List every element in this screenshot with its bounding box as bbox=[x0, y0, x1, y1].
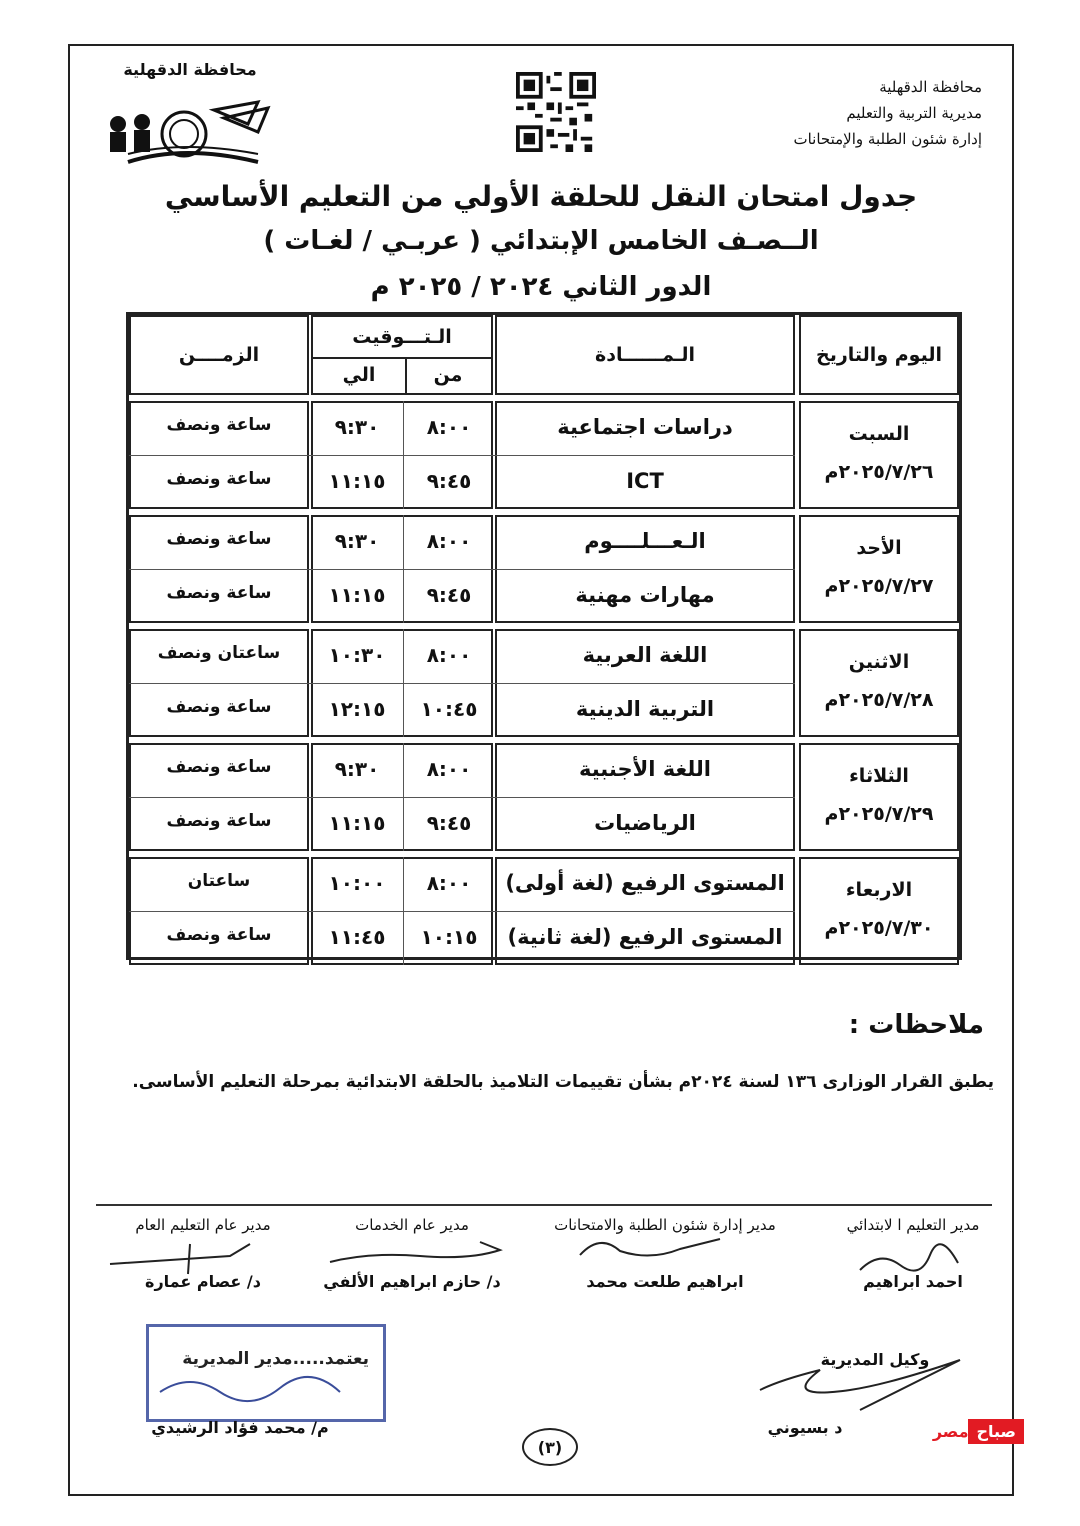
deputy-role: وكيل المديرية bbox=[820, 1350, 930, 1369]
subject-name: المستوى الرفيع (لغة ثانية) bbox=[507, 925, 783, 949]
start-time: ٨:٠٠ bbox=[426, 643, 472, 667]
authority-line: مديرية التربية والتعليم bbox=[846, 104, 982, 122]
logo-caption: محافظة الدقهلية bbox=[123, 60, 257, 79]
subject-name: الـعـــلــــوم bbox=[584, 529, 706, 553]
subject-name: اللغة العربية bbox=[582, 643, 708, 667]
end-time: ١٢:١٥ bbox=[328, 697, 386, 721]
end-time: ١١:١٥ bbox=[328, 583, 386, 607]
stamp-text: يعتمد.....مدير المديرية bbox=[182, 1349, 369, 1369]
exam-date: ٢٠٢٥/٧/٢٦م bbox=[824, 461, 934, 483]
approval-stamp bbox=[146, 1324, 386, 1422]
start-time: ٨:٠٠ bbox=[426, 757, 472, 781]
start-time: ٩:٤٥ bbox=[426, 811, 472, 835]
exam-duration: ساعتان bbox=[187, 871, 251, 891]
exam-duration: ساعتان ونصف bbox=[157, 643, 281, 663]
end-time: ١٠:٣٠ bbox=[328, 643, 386, 667]
header-to: الي bbox=[342, 364, 376, 386]
exam-date: ٢٠٢٥/٧/٣٠م bbox=[824, 917, 934, 939]
brand-label: صباح bbox=[968, 1419, 1024, 1444]
signature-role: مدير عام التعليم العام bbox=[135, 1216, 271, 1234]
exam-duration: ساعة ونصف bbox=[166, 697, 272, 717]
header-duration: الزمــــن bbox=[129, 315, 309, 395]
header-timing-label: الـتـــوقيت bbox=[352, 326, 452, 348]
exam-duration: ساعة ونصف bbox=[166, 757, 272, 777]
signature-name: ابراهيم طلعت محمد bbox=[586, 1272, 744, 1291]
start-time: ١٠:٤٥ bbox=[420, 697, 478, 721]
brand-text: مصر bbox=[932, 1421, 969, 1441]
exam-date: ٢٠٢٥/٧/٢٨م bbox=[824, 689, 934, 711]
end-time: ١١:١٥ bbox=[328, 811, 386, 835]
header-subject: الـمــــــادة bbox=[495, 315, 795, 395]
start-time: ١٠:١٥ bbox=[420, 925, 478, 949]
subject-name: ICT bbox=[626, 469, 664, 493]
subject-name: اللغة الأجنبية bbox=[579, 757, 711, 781]
day-name: الاربعاء bbox=[845, 879, 913, 901]
subject-name: الرياضيات bbox=[594, 811, 696, 835]
exam-duration: ساعة ونصف bbox=[166, 583, 272, 603]
day-name: الأحد bbox=[856, 537, 902, 559]
notes-text: يطبق القرار الوزارى ١٣٦ لسنة ٢٠٢٤م بشأن تقييمات التلاميذ بالحلقة الابتدائية بمرحلة التعليم الأساسى. bbox=[132, 1072, 994, 1092]
end-time: ٩:٣٠ bbox=[334, 529, 380, 553]
signature-name: د/ عصام عمارة bbox=[145, 1272, 261, 1291]
exam-duration: ساعة ونصف bbox=[166, 811, 272, 831]
start-time: ٩:٤٥ bbox=[426, 469, 472, 493]
header-from: من bbox=[433, 364, 463, 386]
notes-title: ملاحظات : bbox=[848, 1010, 984, 1040]
start-time: ٨:٠٠ bbox=[426, 529, 472, 553]
signature-role: مدير إدارة شئون الطلبة والامتحانات bbox=[554, 1216, 776, 1234]
session-title: الدور الثاني ٢٠٢٤ / ٢٠٢٥ م bbox=[370, 272, 712, 302]
end-time: ١٠:٠٠ bbox=[328, 871, 386, 895]
exam-duration: ساعة ونصف bbox=[166, 529, 272, 549]
day-name: السبت bbox=[848, 423, 910, 445]
day-name: الثلاثاء bbox=[849, 765, 909, 787]
page-number: (٣) bbox=[522, 1428, 578, 1466]
start-time: ٩:٤٥ bbox=[426, 583, 472, 607]
grade-title: الــصـف الخامس الإبتدائي ( عربـي / لغـات ) bbox=[263, 226, 819, 256]
signature-role: مدير عام الخدمات bbox=[355, 1216, 469, 1234]
exam-date: ٢٠٢٥/٧/٢٩م bbox=[824, 803, 934, 825]
authority-line: محافظة الدقهلية bbox=[879, 78, 982, 96]
signature-name: د/ حازم ابراهيم الألفي bbox=[323, 1272, 501, 1291]
signature-name: احمد ابراهيم bbox=[863, 1272, 963, 1291]
subject-name: دراسات اجتماعية bbox=[557, 415, 733, 439]
authority-line: إدارة شئون الطلبة والإمتحانات bbox=[793, 130, 982, 148]
subject-name: التربية الدينية bbox=[575, 697, 715, 721]
deputy-signature bbox=[800, 1350, 950, 1369]
exam-duration: ساعة ونصف bbox=[166, 925, 272, 945]
end-time: ١١:١٥ bbox=[328, 469, 386, 493]
subject-name: المستوى الرفيع (لغة أولى) bbox=[505, 871, 785, 895]
exam-duration: ساعة ونصف bbox=[166, 469, 272, 489]
start-time: ٨:٠٠ bbox=[426, 415, 472, 439]
signature-role: مدير التعليم ا لابتدائي bbox=[846, 1216, 980, 1234]
document-title: جدول امتحان النقل للحلقة الأولي من التعليم الأساسي bbox=[164, 180, 918, 213]
deputy-name: د بسيوني bbox=[767, 1418, 843, 1437]
start-time: ٨:٠٠ bbox=[426, 871, 472, 895]
exam-date: ٢٠٢٥/٧/٢٧م bbox=[824, 575, 934, 597]
header-day-date: اليوم والتاريخ bbox=[799, 315, 959, 395]
end-time: ١١:٤٥ bbox=[328, 925, 386, 949]
director-name: م/ محمد فؤاد الرشيدي bbox=[151, 1418, 329, 1437]
subject-name: مهارات مهنية bbox=[575, 583, 715, 607]
end-time: ٩:٣٠ bbox=[334, 415, 380, 439]
exam-duration: ساعة ونصف bbox=[166, 415, 272, 435]
watermark-brand bbox=[862, 1415, 1024, 1447]
day-name: الاثنين bbox=[848, 651, 910, 673]
end-time: ٩:٣٠ bbox=[334, 757, 380, 781]
